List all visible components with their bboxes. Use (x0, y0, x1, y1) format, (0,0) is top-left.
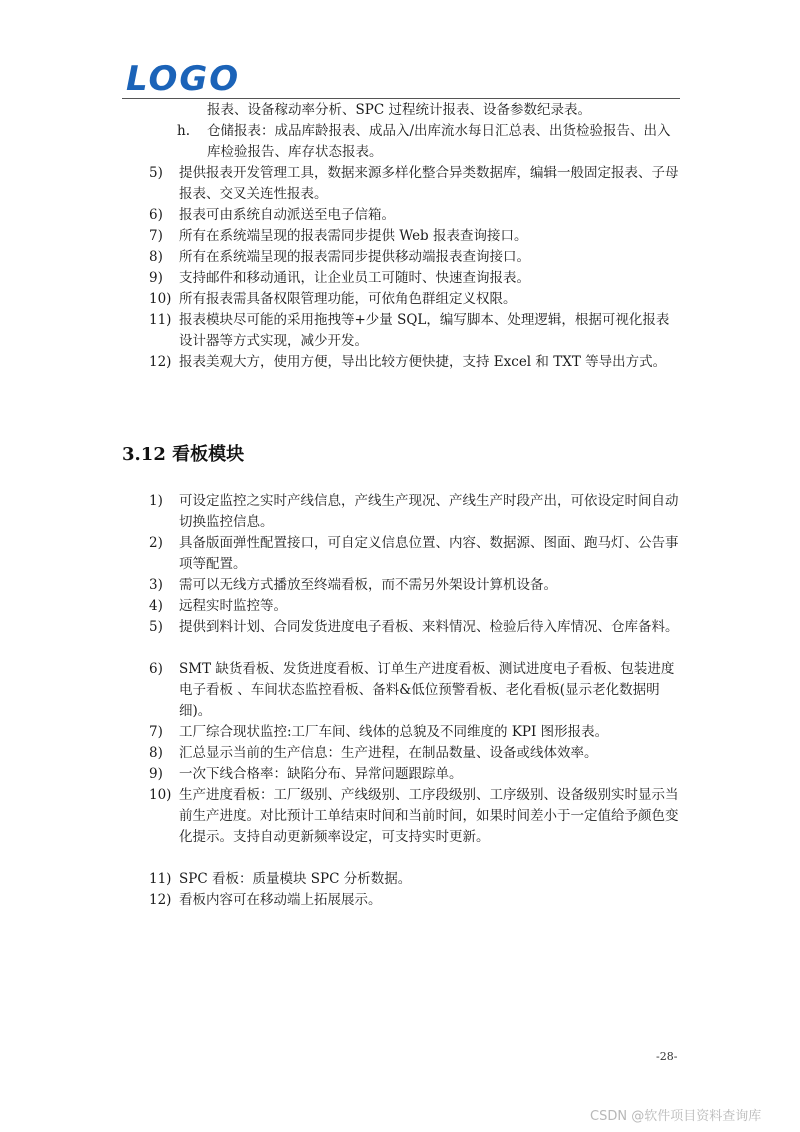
item-number: 11) (149, 312, 172, 328)
item-number: 7) (149, 724, 163, 740)
list-item (149, 533, 681, 575)
list-item (149, 268, 681, 289)
item-text: 工厂综合现状监控:工厂车间、线体的总貌及不同维度的 KPI 图形报表。 (179, 724, 609, 740)
list-item (149, 869, 681, 890)
item-number: 12) (149, 354, 172, 370)
page-number: -28- (656, 1050, 678, 1063)
item-text: 远程实时监控等。 (179, 598, 287, 614)
list-item-g-continued (149, 100, 681, 121)
item-number: 11) (149, 871, 172, 887)
list-item (149, 764, 681, 785)
item-number: 7) (149, 228, 163, 244)
header-divider (122, 98, 680, 99)
item-text: 所有在系统端呈现的报表需同步提供移动端报表查询接口。 (179, 249, 530, 265)
item-number: 8) (149, 249, 163, 265)
item-marker: h. (177, 123, 190, 139)
list-item (149, 247, 681, 268)
item-text: 生产进度看板：工厂级别、产线级别、工序段级别、工序级别、设备级别实时显示当前生产进度。对比预计工单结束时间和当前时间，如果时间差小于一定值给予颜色变化提示。支持自动更新频率设定，可支持实时更新。 (179, 787, 679, 845)
item-number: 1) (149, 493, 163, 509)
item-number: 10) (149, 291, 172, 307)
section-heading: 3.12 看板模块 (122, 444, 245, 465)
list-item (149, 575, 681, 596)
item-number: 9) (149, 270, 163, 286)
item-text: 看板内容可在移动端上拓展展示。 (179, 892, 382, 908)
list-item (149, 596, 681, 617)
list-item (149, 226, 681, 247)
item-number: 8) (149, 745, 163, 761)
company-logo: LOGO (126, 59, 241, 99)
item-text: 报表美观大方，使用方便，导出比较方便快捷，支持 Excel 和 TXT 等导出方式。 (179, 354, 667, 370)
item-text: 一次下线合格率：缺陷分布、异常问题跟踪单。 (179, 766, 463, 782)
item-text: 所有在系统端呈现的报表需同步提供 Web 报表查询接口。 (179, 228, 528, 244)
list-item (149, 659, 681, 722)
item-text: 报表模块尽可能的采用拖拽等+少量 SQL，编写脚本、处理逻辑，根据可视化报表设计器等方式实现，减少开发。 (179, 312, 670, 349)
item-text: 支持邮件和移动通讯，让企业员工可随时、快速查询报表。 (179, 270, 530, 286)
item-number: 9) (149, 766, 163, 782)
item-text: 可设定监控之实时产线信息，产线生产现况、产线生产时段产出，可依设定时间自动切换监控信息。 (179, 493, 679, 530)
item-text: SMT 缺货看板、发货进度看板、订单生产进度看板、测试进度电子看板、包装进度电子看板 、车间状态监控看板、备料&低位预警看板、老化看板(显示老化数据明细)。 (179, 661, 675, 719)
list-item (149, 743, 681, 764)
item-number: 12) (149, 892, 172, 908)
list-item-h (149, 121, 681, 163)
item-number: 4) (149, 598, 163, 614)
item-number: 5) (149, 165, 163, 181)
list-item (149, 785, 681, 848)
item-number: 2) (149, 535, 163, 551)
list-item (149, 352, 681, 373)
item-text: 仓储报表：成品库龄报表、成品入/出库流水每日汇总表、出货检验报告、出入库检验报告、库存状态报表。 (207, 123, 671, 160)
item-text: 报表、设备稼动率分析、SPC 过程统计报表、设备参数纪录表。 (207, 102, 591, 118)
item-number: 10) (149, 787, 172, 803)
list-item (149, 617, 681, 638)
item-text: 提供报表开发管理工具，数据来源多样化整合异类数据库，编辑一般固定报表、子母报表、交叉关连性报表。 (179, 165, 679, 202)
item-text: 提供到料计划、合同发货进度电子看板、来料情况、检验后待入库情况、仓库备料。 (179, 619, 679, 635)
item-number: 3) (149, 577, 163, 593)
list-item (149, 491, 681, 533)
item-text: 汇总显示当前的生产信息：生产进程，在制品数量、设备或线体效率。 (179, 745, 598, 761)
list-item (149, 163, 681, 205)
item-text: 具备版面弹性配置接口，可自定义信息位置、内容、数据源、图面、跑马灯、公告事项等配置。 (179, 535, 679, 572)
list-item (149, 310, 681, 352)
item-number: 6) (149, 207, 163, 223)
item-text: SPC 看板：质量模块 SPC 分析数据。 (179, 871, 412, 887)
watermark: CSDN @软件项目资料查询库 (590, 1109, 762, 1124)
list-item (149, 890, 681, 911)
item-text: 需可以无线方式播放至终端看板，而不需另外架设计算机设备。 (179, 577, 557, 593)
list-item (149, 289, 681, 310)
list-item (149, 205, 681, 226)
item-number: 5) (149, 619, 163, 635)
item-text: 报表可由系统自动派送至电子信箱。 (179, 207, 395, 223)
list-item (149, 722, 681, 743)
item-number: 6) (149, 661, 163, 677)
item-text: 所有报表需具备权限管理功能，可依角色群组定义权限。 (179, 291, 517, 307)
